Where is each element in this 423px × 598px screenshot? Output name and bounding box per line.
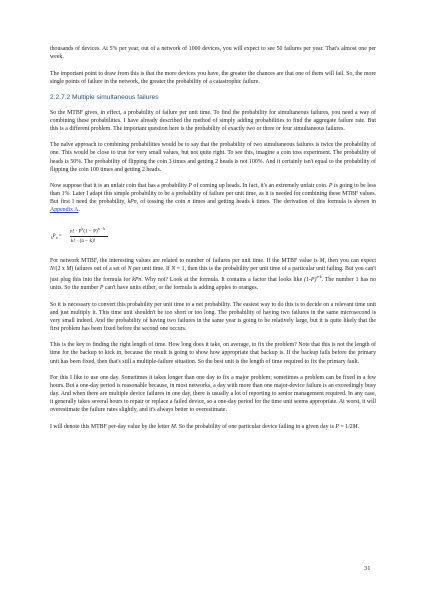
paragraph: This is the key to finding the right length of time. How long does it take, on average, to fix the problem? Note that this is not the length of time for the backup to kick in, because the result is going to show how appropriate that backup is. If the backup fails before the primary unit has been fixed, then that's still a multiple-failure situation. So the best unit is the length of time required to fix the primary fault. bbox=[50, 342, 376, 365]
formula-lhs-sub-n: n bbox=[55, 235, 58, 240]
text-run: = 1, then this is the probability per unit time of a particular unit failing. But you can't just plug this into the formula for bbox=[50, 265, 377, 283]
text-run: n bbox=[187, 199, 191, 206]
text-run: P bbox=[328, 183, 333, 190]
paragraph: The important point to draw from this is that the more devices you have, the greater the chances are that one of them will fail. So, the more single points of failure in the network, the greater the probability of a catastrophic failure. bbox=[50, 70, 376, 85]
text-run: is going to be less than 1%. Later I adapt this simple probability to be a probability of failure per unit time, as it is needed for combining these MTBF values. But first I need the probability, bbox=[50, 183, 376, 206]
text-run: M bbox=[170, 423, 176, 430]
text-run: P bbox=[335, 423, 339, 430]
formula-lhs-sub-k: k bbox=[51, 235, 53, 240]
section-heading: 2.2.7.2 Multiple simultaneous failures bbox=[50, 94, 159, 102]
text-run: (1-P) bbox=[304, 276, 317, 283]
formula-num-main: n! · P bbox=[70, 228, 82, 235]
probability-formula bbox=[50, 223, 376, 251]
text-run: N bbox=[50, 265, 54, 272]
formula-num-mid: (1 − P) bbox=[83, 228, 98, 235]
formula-lhs-p: P bbox=[52, 232, 56, 239]
formula-num-sup-nk: n − k bbox=[97, 226, 106, 231]
text-run: I will denote this MTBF per-day value by the letter bbox=[50, 423, 171, 430]
text-run: k bbox=[251, 199, 255, 206]
text-run: N bbox=[171, 265, 176, 272]
page-number: 31 bbox=[364, 565, 371, 572]
formula-numerator bbox=[70, 227, 105, 235]
text-run: . The number 1 has no units. So the number bbox=[50, 276, 377, 292]
formula-equals: = bbox=[57, 232, 62, 239]
text-run: . bbox=[357, 423, 359, 430]
text-run: P bbox=[99, 285, 104, 292]
text-run: M bbox=[319, 257, 325, 264]
paragraph: For this I like to use one day. Sometimes it takes longer than one day to fix a major problem; sometimes a problem can be fixed in a few hours. But a one-day period is reasonable because, in most networks, a day with more than one major-device failure is an exceedingly busy day. And when there are multiple device failures in one day, there is usually a lot of reporting to senior management required. In any case, it generally takes several hours to repair or replace a failed device, so a one-day period for the time unit seems appropriate. At worst, it will overestimate the failure rates slightly, and it's always better to overestimate. bbox=[50, 375, 376, 414]
formula-denominator: k! · (n − k)! bbox=[71, 237, 96, 244]
text-run: P bbox=[188, 183, 192, 190]
text-run: For network MTBF, the interesting values are related to number of failures per unit time. If the MTBF value is bbox=[50, 257, 320, 264]
text-run: can't have units either, or the formula is adding apples to oranges. bbox=[103, 285, 259, 292]
text-run: = 1/2 bbox=[338, 423, 353, 430]
text-run: N bbox=[127, 265, 132, 272]
paragraph bbox=[50, 182, 376, 214]
paragraph: thousands of devices. At 5% per year, out of a network of 1000 devices, you will expect to see 50 failures per year. That's almost one per week. bbox=[50, 46, 376, 61]
text-run: . Why not? Look at the formula. It contains a factor that looks like bbox=[141, 276, 305, 283]
text-run: , then you can expect bbox=[324, 257, 376, 264]
text-run: Now suppose that it is an unfair coin that has a probability bbox=[50, 183, 189, 190]
formula-num-sup-k: k bbox=[81, 226, 84, 231]
text-run: /(2 x bbox=[53, 265, 67, 272]
text-run: times. The derivation of this formula is shown in bbox=[254, 199, 376, 206]
paragraph: The naïve approach to combining probabilities would be to say that the probability of two simultaneous failures is twice the probability of one. This would be close to true for very small values, but not quite right. To see this, imagine a coin toss experiment. The probability of heads is 50%. The probability of flipping the coin 3 times and getting 2 heads is not 100%. And it certainly isn't equal to the probability of flipping the coin 100 times and getting 2 heads. bbox=[50, 142, 376, 173]
paragraph bbox=[50, 257, 376, 292]
page-content bbox=[50, 45, 376, 439]
text-run: times and getting heads bbox=[190, 199, 252, 206]
formula-lhs bbox=[51, 233, 62, 240]
text-run: ) failures out of a set of bbox=[71, 265, 128, 272]
text-run: per unit time. If bbox=[131, 265, 172, 272]
text-run: . bbox=[78, 207, 80, 214]
paragraph bbox=[50, 423, 376, 431]
text-run: M bbox=[66, 265, 72, 272]
text-run: . So the probability of one particular device failing in a given day is bbox=[175, 423, 336, 430]
fraction-bar bbox=[70, 236, 108, 237]
paragraph: So it is necessary to convert this probability per unit time to a net probability. The easiest way to do this is to decide on a relevant time unit and just multiply it. This time unit shouldn't be too short or too long. The probability of having two failures in the same microsecond is very small indeed. And the probability of having two failures in the same year is going to be relatively large, but it is quite likely that the first problem has been fixed before the second one occurs. bbox=[50, 301, 376, 332]
text-run: , of tossing the coin bbox=[136, 199, 188, 206]
text-run: M bbox=[352, 423, 358, 430]
text-run: n-k bbox=[316, 274, 322, 280]
text-run: kPn bbox=[132, 276, 142, 283]
text-run: kPn bbox=[127, 199, 137, 206]
appendix-a-link[interactable]: Appendix A bbox=[50, 207, 79, 214]
text-run: of coming up heads. In fact, it's an extremely unfair coin. bbox=[191, 183, 329, 190]
paragraph: So the MTBF gives, in effect, a probability of failure per unit time. To find the probability for simultaneous failures, you need a way of combining these probabilities. I have already described the method of simply adding probabilities to find the aggregate failure rate. But this is a different problem. The important question here is the probability of exactly two or three or four simultaneous failures. bbox=[50, 109, 376, 132]
